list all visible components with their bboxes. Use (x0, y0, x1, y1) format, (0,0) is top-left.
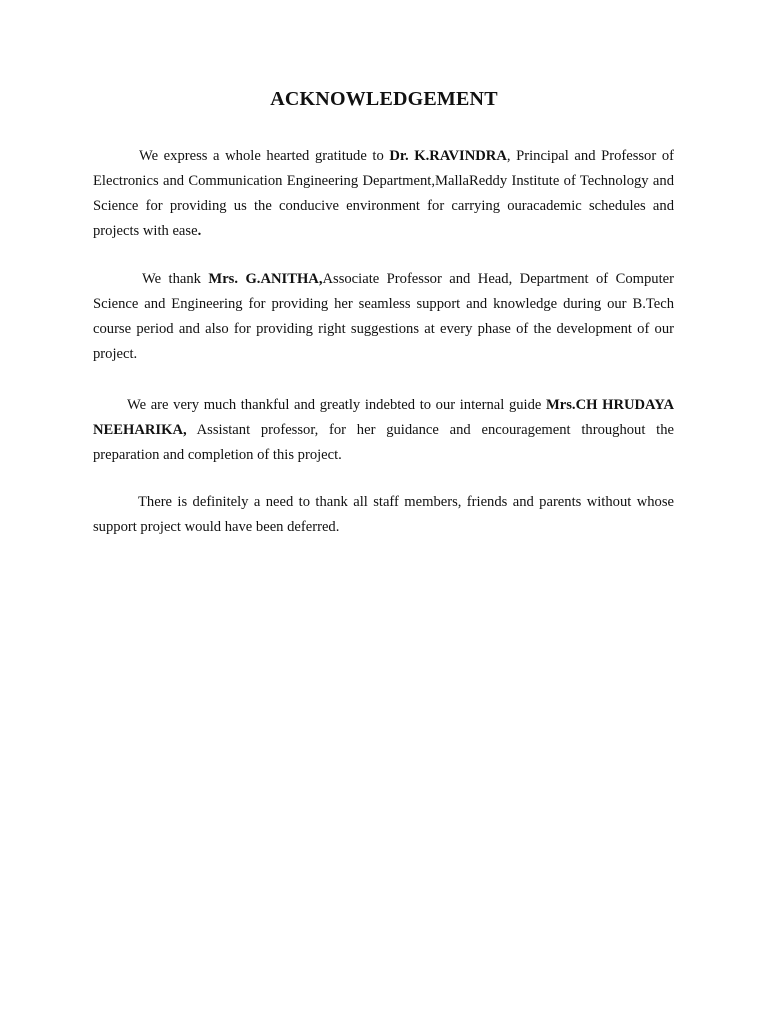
principal-name: Dr. K.RAVINDRA (389, 147, 507, 164)
paragraph-text: Associate Professor and Head, Department of Computer Science and Engineering for providing her seamless support and knowledge during our B.Tech course period and also for providing right suggestions at every phase of the development of our project. (93, 270, 674, 362)
hod-name: Mrs. G.ANITHA, (208, 270, 323, 287)
paragraph-period: . (197, 222, 202, 239)
paragraph-text: We express a whole hearted gratitude to (139, 147, 390, 164)
paragraph-text: There is definitely a need to thank all staff members, friends and parents without whose support project would have been deferred. (93, 493, 674, 535)
page-title: ACKNOWLEDGEMENT (270, 88, 498, 110)
guide-name: Mrs.CH HRUDAYA NEEHARIKA, (93, 396, 674, 438)
paragraph-text: We are very much thankful and greatly indebted to our internal guide (127, 396, 546, 413)
paragraph-text: We thank (142, 270, 209, 287)
paragraph-text: , Principal and Professor of Electronics and Communication Engineering Department,MallaReddy Institute of Technology and Science for providing us the conducive environment for carrying ouracademic schedules and projects with ease (93, 147, 674, 239)
paragraph-hod-thanks (93, 267, 674, 367)
paragraph-guide-thanks (93, 393, 674, 468)
paragraph-staff-thanks (93, 490, 674, 540)
paragraph-text: Assistant professor, for her guidance and encouragement throughout the preparation and completion of this project. (93, 421, 674, 463)
paragraph-principal-thanks (93, 144, 674, 244)
